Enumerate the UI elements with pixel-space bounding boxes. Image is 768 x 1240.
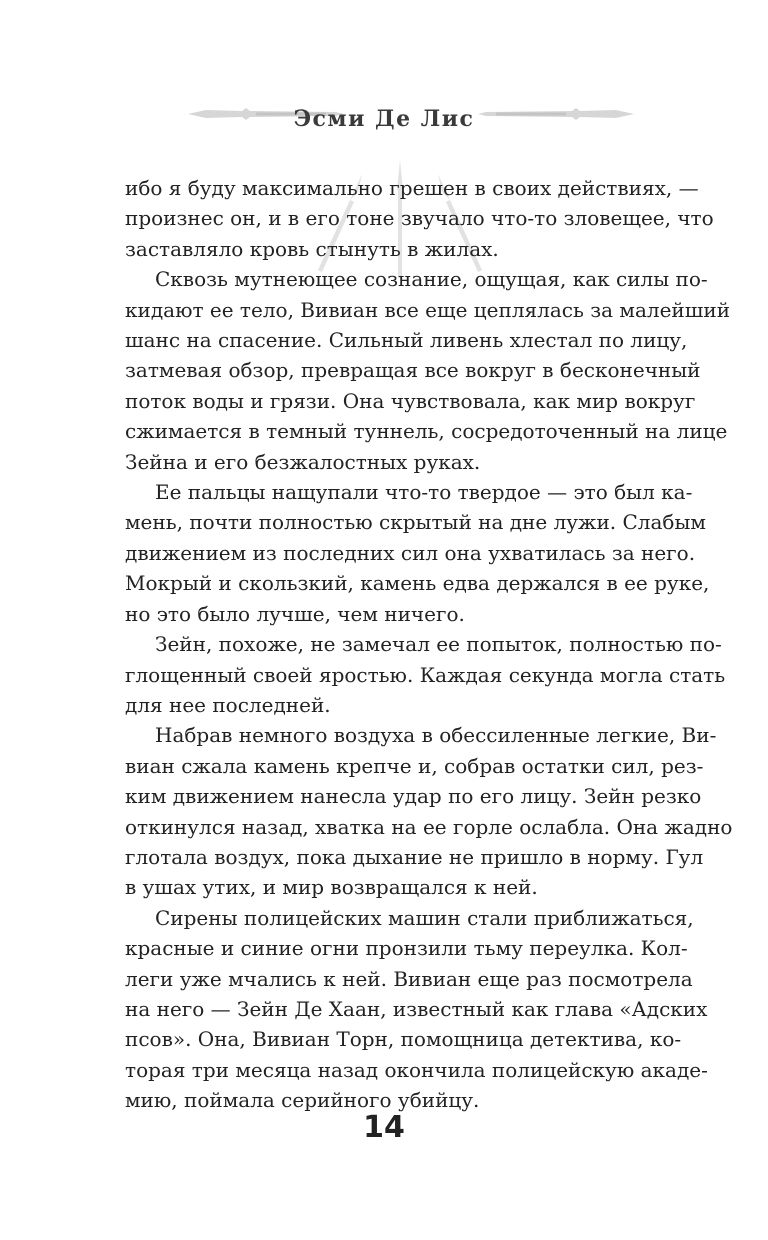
text-line: Зейна и его безжалостных руках. [125,449,481,474]
page-text [125,173,733,1116]
text-line: ибо я буду максимально грешен в своих действиях, — [125,176,699,200]
text-line: Мокрый и скользкий, камень едва держался в ее руке, [125,571,710,596]
text-line: Набрав немного воздуха в обессиленные легкие, Ви- [155,723,717,748]
text-line: шанс на спасение. Сильный ливень хлестал по лицу, [125,328,688,353]
text-line: в ушах утих, и мир возвращался к ней. [125,875,538,900]
text-line: произнес он, и в его тоне звучало что-то зловещее, что [125,206,714,231]
text-line: виан сжала камень крепче и, собрав остатки сил, рез- [125,753,704,778]
text-line: Сквозь мутнеющее сознание, ощущая, как силы по- [155,267,708,292]
text-line: поток воды и грязи. Она чувствовала, как мир вокруг [125,388,696,413]
text-line: заставляло кровь стынуть в жилах. [125,236,499,261]
running-header [0,92,768,172]
text-line: на него — Зейн Де Хаан, известный как глава «Адских [125,996,708,1021]
text-line: Сирены полицейских машин стали приближаться, [155,905,694,930]
page-number: 14 [363,1110,405,1145]
text-line: движением из последних сил она ухватилась за него. [125,540,696,565]
text-line: леги уже мчались к ней. Вивиан еще раз посмотрела [125,966,693,991]
text-line: затмевая обзор, превращая все вокруг в бесконечный [125,358,701,383]
text-line: глощенный своей яростью. Каждая секунда могла стать [125,662,726,687]
text-line: Ее пальцы нащупали что-то твердое — это был ка- [155,480,693,505]
text-line: ким движением нанесла удар по его лицу. Зейн резко [125,784,702,809]
text-line: кидают ее тело, Вивиан все еще цеплялась за малейший [125,297,731,322]
author-name: Эсми Де Лис [293,106,475,132]
text-line: красные и синие огни пронзили тьму переулка. Кол- [125,936,688,961]
text-line: глотала воздух, пока дыхание не пришло в норму. Гул [125,844,704,869]
text-line: для нее последней. [125,692,331,717]
text-line: сжимается в темный туннель, сосредоточенный на лице [125,419,728,444]
text-line: откинулся назад, хватка на ее горле ослабла. Она жадно [125,814,733,839]
text-line: псов». Она, Вивиан Торн, помощница детектива, ко- [125,1027,682,1052]
text-line: мень, почти полностью скрытый на дне лужи. Слабым [125,510,706,535]
text-line: Зейн, похоже, не замечал ее попыток, полностью по- [155,632,722,657]
text-line: торая три месяца назад окончила полицейскую акаде- [125,1057,708,1082]
text-line: но это было лучше, чем ничего. [125,601,465,626]
text-line: мию, поймала серийного убийцу. [125,1088,480,1113]
